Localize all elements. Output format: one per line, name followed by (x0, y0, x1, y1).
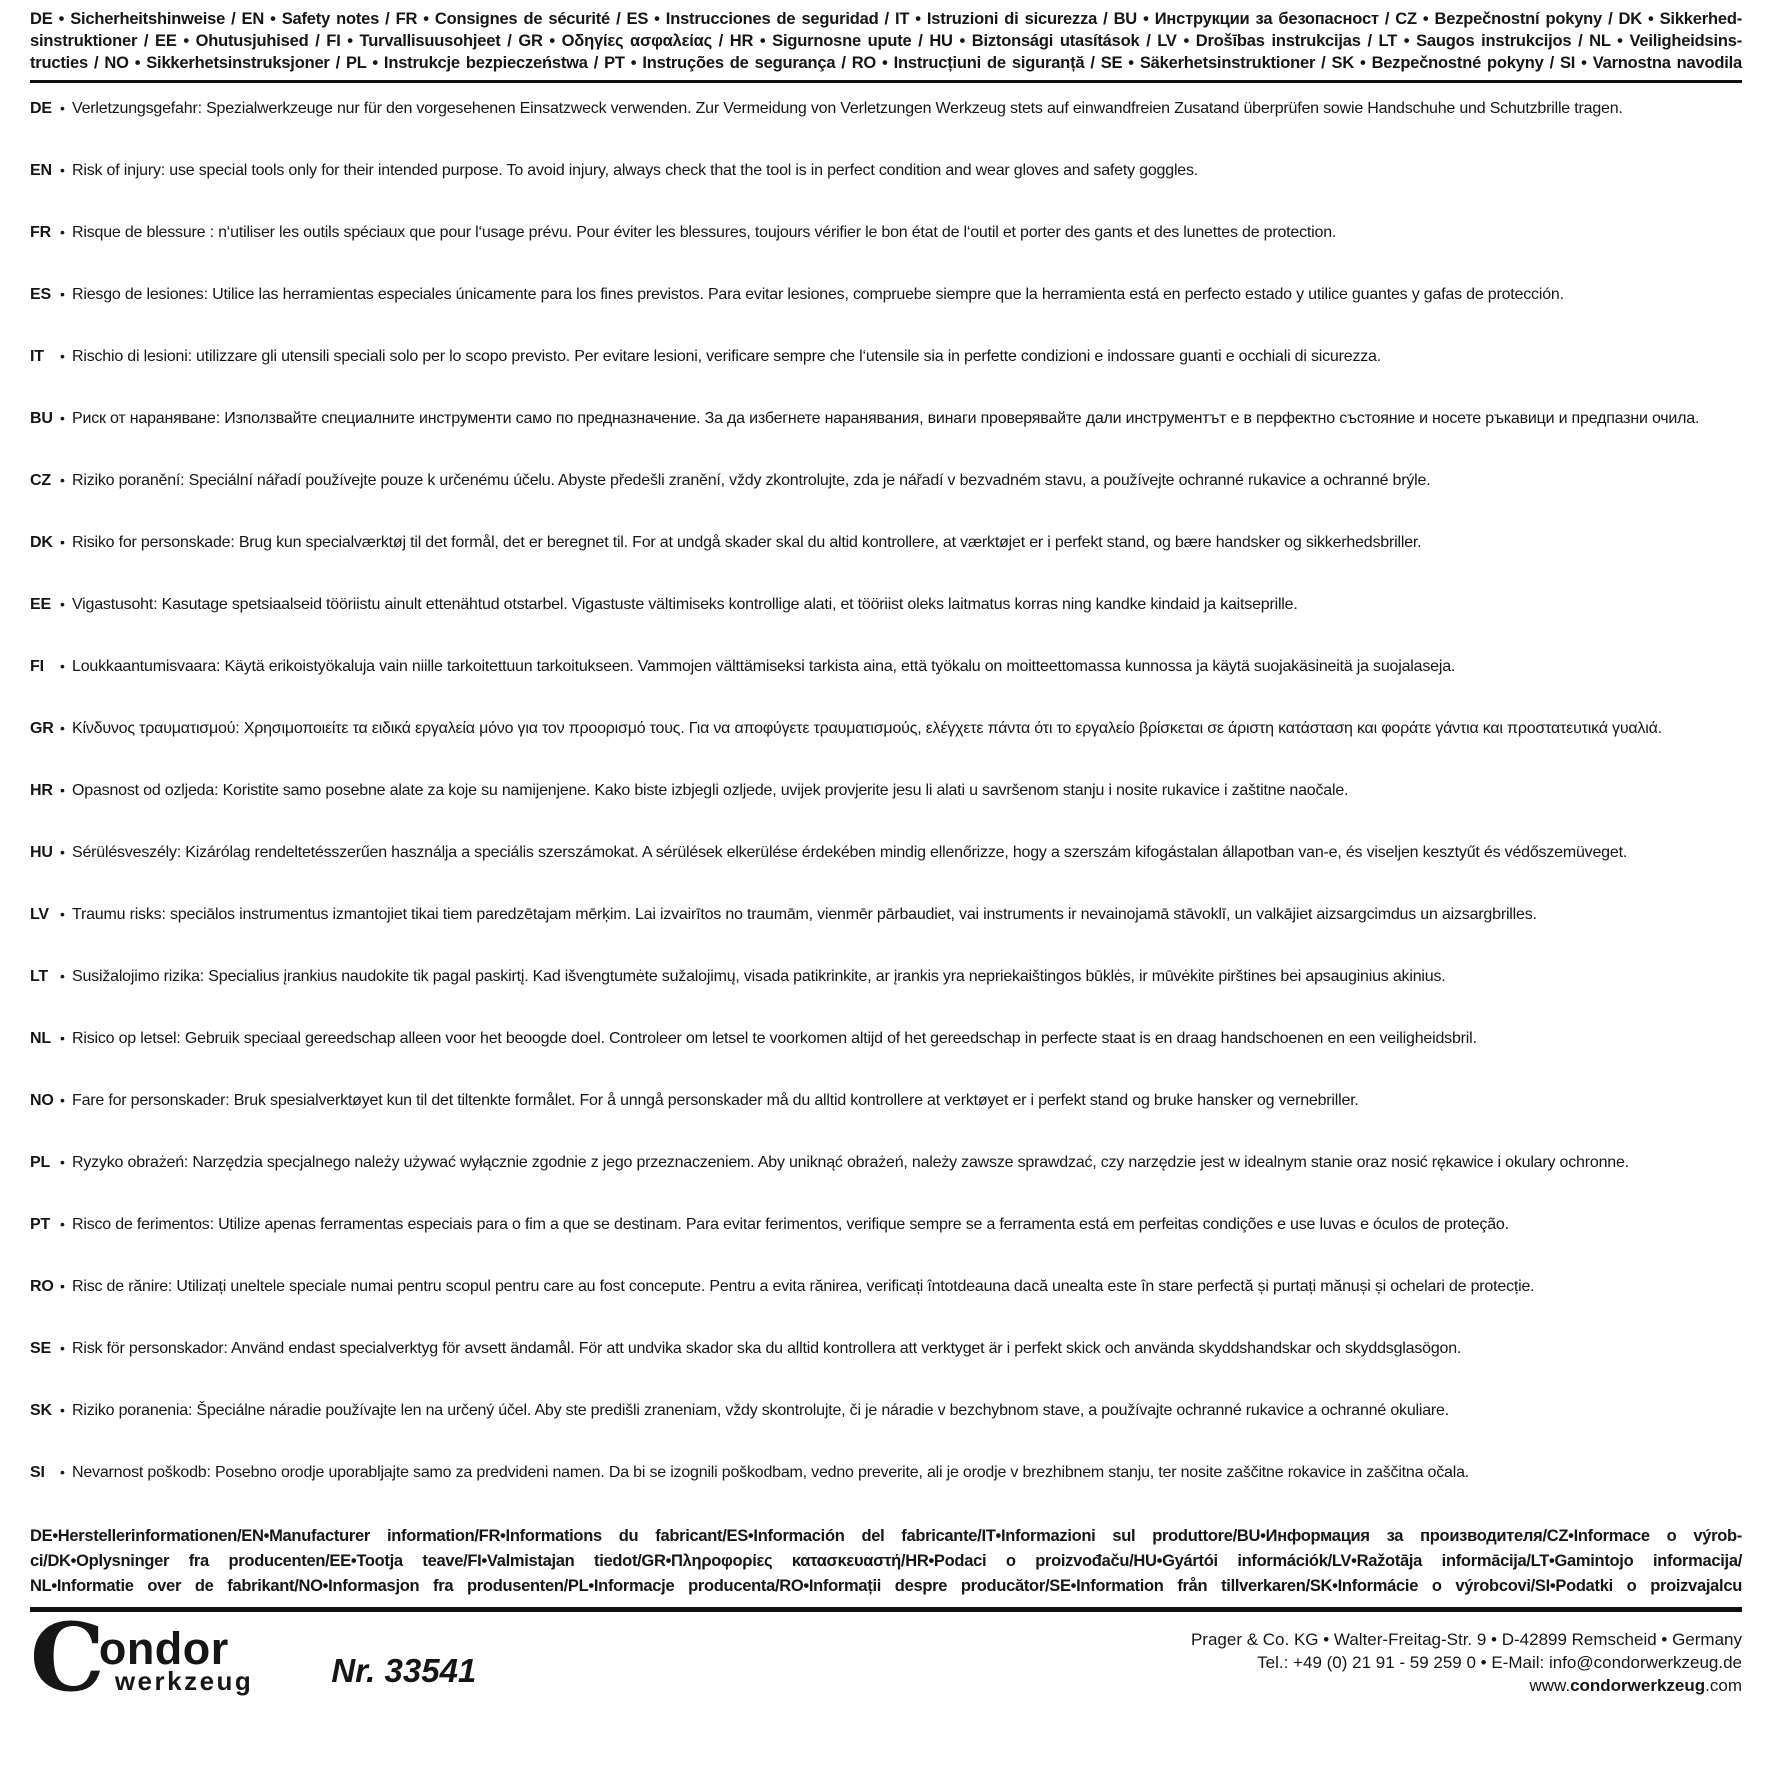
bullet-separator: • (60, 1340, 65, 1356)
manufacturer-info-line: NL•Informatie over de fabrikant/NO•Informasjon fra produsenten/PL•Informacje producenta/RO•Informații despre producător/SE•Information från tillverkaren/SK•Informácie o výrobcovi/SI•Podatki o proizvajalcu (30, 1577, 1742, 1595)
address-line-2: Tel.: +49 (0) 21 91 - 59 259 0 • E-Mail: info@condorwerkzeug.de (1257, 1653, 1742, 1672)
header-divider (30, 80, 1742, 83)
safety-note-es (30, 284, 1742, 306)
safety-note-ro (30, 1276, 1742, 1298)
bullet-separator: • (60, 720, 65, 736)
language-code: FI (30, 658, 44, 675)
language-code: BU (30, 410, 53, 427)
safety-note-se (30, 1338, 1742, 1360)
logo-wordmark (99, 1622, 254, 1694)
website-suffix: .com (1705, 1676, 1742, 1695)
bullet-separator: • (60, 1216, 65, 1232)
note-text: Nevarnost poškodb: Posebno orodje uporabljajte samo za predvideni namen. Da bi se izognili poškodbam, vedno preverite, ali je orodje v brezhibnem stanju, ter nosite zaščitne rokavice in zaščitna očala. (72, 1464, 1470, 1481)
header-language-line: sinstruktioner / EE • Ohutusjuhised / FI • Turvallisuusohjeet / GR • Οδηγίες ασφαλείας / HR • Sigurnosne upute / HU • Biztonsági utasítások / LV • Drošības instrukcijas / LT • Saugos instrukcijos / NL • Veiligheidsins- (30, 32, 1742, 50)
manufacturer-info-line: DE•Herstellerinformationen/EN•Manufacturer information/FR•Informations du fabricant/ES•Información del fabricante/IT•Informazioni sul produttore/BU•Информация за производителя/CZ•Informace o výrob- (30, 1527, 1742, 1545)
manufacturer-info (30, 1524, 1742, 1599)
website-domain: condorwerkzeug (1570, 1676, 1706, 1695)
safety-note-fi (30, 656, 1742, 678)
note-text: Risk of injury: use special tools only for their intended purpose. To avoid injury, always check that the tool is in perfect condition and wear gloves and safety goggles. (72, 162, 1199, 179)
bullet-separator: • (60, 968, 65, 984)
language-code: PT (30, 1216, 51, 1233)
note-text: Κίνδυνος τραυματισμού: Χρησιμοποιείτε τα ειδικά εργαλεία μόνο για τον προορισμό τους. Για να αποφύγετε τραυματισμούς, ελέγχετε πάντα ότι το εργαλείο βρίσκεται σε άριστη κατάσταση και φοράτε γάντια και προστατευτικά γυαλιά. (72, 720, 1662, 737)
language-code: SK (30, 1402, 52, 1419)
note-text: Риск от нараняване: Използвайте специалните инструменти само по предназначение. За да избегнете наранявания, винаги проверявайте дали инструментът е в перфектно състояние и носете ръкавици и предпазни очила. (72, 410, 1700, 427)
bullet-separator: • (60, 286, 65, 302)
safety-note-hr (30, 780, 1742, 802)
language-code: FR (30, 224, 51, 241)
note-text: Vigastusoht: Kasutage spetsiaalseid tööriistu ainult ettenähtud otstarbel. Vigastuste vältimiseks kontrollige alati, et tööriist oleks laitmatus korras ning kandke kindaid ja kaitseprille. (72, 596, 1298, 613)
bullet-separator: • (60, 410, 65, 426)
condor-logo (30, 1603, 254, 1713)
logo-letter-c: C (30, 1603, 103, 1713)
header-language-line: tructies / NO • Sikkerhetsinstruksjoner / PL • Instrukcje bezpieczeństwa / PT • Instruções de segurança / RO • Instrucțiuni de siguranță / SE • Säkerhetsinstruktioner / SK • Bezpečnostné pokyny / SI • Varnostna navodila (30, 54, 1742, 72)
note-text: Loukkaantumisvaara: Käytä erikoistyökaluja vain niille tarkoitettuun tarkoitukseen. Vammojen välttämiseksi tarkista aina, että työkalu on moitteettomassa kunnossa ja käytä suojakäsineitä ja suojalaseja. (72, 658, 1456, 675)
note-text: Fare for personskader: Bruk spesialverktøyet kun til det tiltenkte formålet. For å unngå personskader må du alltid kontrollere at verktøyet er i perfekt stand og bruke hansker og vernebriller. (72, 1092, 1359, 1109)
language-code: DE (30, 100, 52, 117)
note-text: Risiko for personskade: Brug kun specialværktøj til det formål, det er beregnet til. For at undgå skader skal du altid kontrollere, at værktøjet er i perfekt stand, og bære handsker og sikkerhedsbriller. (72, 534, 1422, 551)
footer-brand-block (30, 1603, 477, 1713)
language-code: SI (30, 1464, 45, 1481)
website-prefix: www. (1529, 1676, 1571, 1695)
safety-note-dk (30, 532, 1742, 554)
note-text: Ryzyko obrażeń: Narzędzia specjalnego należy używać wyłącznie zgodnie z jego przeznaczeniem. Aby uniknąć obrażeń, należy zawsze sprawdzać, czy narzędzie jest w idealnym stanie oraz nosić rękawice i okulary ochronne. (72, 1154, 1629, 1171)
note-text: Traumu risks: speciālos instrumentus izmantojiet tikai tiem paredzētajam mērķim. Lai izvairītos no traumām, vienmēr pārbaudiet, vai instruments ir nevainojamā stāvoklī, un valkājiet aizsargcimdus un aizsargbrilles. (72, 906, 1537, 923)
logo-ondor-text: ondor (98, 1623, 229, 1674)
note-text: Sérülésveszély: Kizárólag rendeltetésszerűen használja a speciális szerszámokat. A sérülések elkerülése érdekében mindig ellenőrizze, hogy a szerszám kifogástalan állapotban van-e, és viseljen kesztyűt és védőszemüveget. (72, 844, 1628, 861)
note-text: Rischio di lesioni: utilizzare gli utensili speciali solo per lo scopo previsto. Per evitare lesioni, verificare sempre che l‘utensile sia in perfette condizioni e indossare guanti e occhiali di sicurezza. (72, 348, 1381, 365)
safety-note-en (30, 160, 1742, 182)
language-code: NO (30, 1092, 54, 1109)
note-text: Riziko poranenia: Špeciálne náradie používajte len na určený účel. Aby ste predišli zraneniam, vždy skontrolujte, či je náradie v bezchybnom stave, a používajte ochranné rukavice a ochranné okuliare. (72, 1402, 1450, 1419)
language-code: LT (30, 968, 48, 985)
language-code: RO (30, 1278, 54, 1295)
bullet-separator: • (60, 1278, 65, 1294)
language-code: DK (30, 534, 53, 551)
safety-note-lt (30, 966, 1742, 988)
bullet-separator: • (60, 1092, 65, 1108)
bullet-separator: • (60, 596, 65, 612)
manufacturer-info-line: ci/DK•Oplysninger fra producenten/EE•Tootja teave/FI•Valmistajan tiedot/GR•Πληροφορίες κατασκευαστή/HR•Podaci o proizvođaču/HU•Gyártói információk/LV•Ražotāja informācija/LT•Gamintojo informacija/ (30, 1552, 1742, 1570)
bullet-separator: • (60, 782, 65, 798)
language-code: ES (30, 286, 51, 303)
bullet-separator: • (60, 844, 65, 860)
note-text: Risque de blessure : n‘utiliser les outils spéciaux que pour l‘usage prévu. Pour éviter les blessures, toujours vérifier le bon état de l‘outil et porter des gants et des lunettes de protection. (72, 224, 1337, 241)
bullet-separator: • (60, 348, 65, 364)
language-code: SE (30, 1340, 51, 1357)
address-line-1: Prager & Co. KG • Walter-Freitag-Str. 9 • D-42899 Remscheid • Germany (1190, 1630, 1742, 1649)
footer (30, 1603, 1742, 1713)
bullet-separator: • (60, 162, 65, 178)
safety-note-si (30, 1462, 1742, 1484)
note-text: Opasnost od ozljeda: Koristite samo posebne alate za koje su namijenjene. Kako biste izbjegli ozljede, uvijek provjerite jesu li alati u savršenom stanju i nosite rukavice i zaštitne naočale. (72, 782, 1349, 799)
language-code: EE (30, 596, 51, 613)
bullet-separator: • (60, 1030, 65, 1046)
language-code: HU (30, 844, 53, 861)
note-text: Risco de ferimentos: Utilize apenas ferramentas especiais para o fim a que se destinam. Para evitar ferimentos, verifique sempre se a ferramenta está em perfeitas condições e use luvas e óculos de proteção. (72, 1216, 1509, 1233)
note-text: Risk för personskador: Använd endast specialverktyg för avsett ändamål. För att undvika skador ska du alltid kontrollera att verktyget är i perfekt skick och använda skyddshandskar och skyddsglasögon. (72, 1340, 1462, 1357)
safety-note-pt (30, 1214, 1742, 1236)
note-text: Riesgo de lesiones: Utilice las herramientas especiales únicamente para los fines previstos. Para evitar lesiones, compruebe siempre que la herramienta está en perfecto estado y utilice guantes y gafas de protección. (72, 286, 1564, 303)
note-text: Risc de rănire: Utilizați uneltele speciale numai pentru scopul pentru care au fost concepute. Pentru a evita rănirea, verificați întotdeauna dacă unealta este în stare perfectă și purtați mănuși și ochelari de protecție. (72, 1278, 1535, 1295)
part-number: Nr. 33541 (331, 1652, 477, 1689)
bullet-separator: • (60, 1154, 65, 1170)
safety-note-cz (30, 470, 1742, 492)
safety-note-pl (30, 1152, 1742, 1174)
language-code: CZ (30, 472, 51, 489)
bullet-separator: • (60, 906, 65, 922)
logo-werkzeug-text: werkzeug (114, 1666, 254, 1696)
safety-note-no (30, 1090, 1742, 1112)
safety-note-ee (30, 594, 1742, 616)
note-text: Verletzungsgefahr: Spezialwerkzeuge nur für den vorgesehenen Einsatzweck verwenden. Zur Vermeidung von Verletzungen Werkzeug stets auf einwandfreien Zusatand überprüfen sowie Handschuhe und Schutzbrille tragen. (72, 100, 1623, 117)
bullet-separator: • (60, 534, 65, 550)
bullet-separator: • (60, 100, 65, 116)
website-line (1191, 1674, 1742, 1697)
safety-note-it (30, 346, 1742, 368)
bullet-separator: • (60, 472, 65, 488)
safety-note-de (30, 98, 1742, 120)
safety-note-fr (30, 222, 1742, 244)
language-code: EN (30, 162, 52, 179)
safety-note-bu (30, 408, 1742, 430)
safety-note-lv (30, 904, 1742, 926)
header-language-line: DE • Sicherheitshinweise / EN • Safety notes / FR • Consignes de sécurité / ES • Instrucciones de seguridad / IT • Istruzioni di sicurezza / BU • Инструкции за безопасност / CZ • Bezpečnostní pokyny / DK • Sikkerhed- (30, 10, 1742, 28)
bullet-separator: • (60, 658, 65, 674)
language-code: PL (30, 1154, 51, 1171)
safety-note-hu (30, 842, 1742, 864)
language-code: LV (30, 906, 49, 923)
note-text: Susižalojimo rizika: Specialius įrankius naudokite tik pagal paskirtį. Kad išvengtumėte sužalojimų, visada patikrinkite, ar įrankis yra nepriekaištingos būklės, ir mūvėkite pirštines bei apsauginius akinius. (72, 968, 1446, 985)
safety-note-gr (30, 718, 1742, 740)
language-code: IT (30, 348, 44, 365)
language-code: NL (30, 1030, 51, 1047)
language-code: HR (30, 782, 53, 799)
safety-note-nl (30, 1028, 1742, 1050)
bullet-separator: • (60, 224, 65, 240)
header-languages (30, 8, 1742, 74)
note-text: Riziko poranění: Speciální nářadí používejte pouze k určenému účelu. Abyste předešli zranění, vždy zkontrolujte, zda je nářadí v bezvadném stavu, a používejte ochranné rukavice a ochranné brýle. (72, 472, 1431, 489)
note-text: Risico op letsel: Gebruik speciaal gereedschap alleen voor het beoogde doel. Controleer om letsel te voorkomen altijd of het gereedschap in perfecte staat is en draag handschoenen en een veiligheidsbril. (72, 1030, 1477, 1047)
safety-note-sk (30, 1400, 1742, 1422)
bullet-separator: • (60, 1402, 65, 1418)
language-code: GR (30, 720, 54, 737)
manufacturer-address (1191, 1622, 1742, 1697)
bullet-separator: • (60, 1464, 65, 1480)
